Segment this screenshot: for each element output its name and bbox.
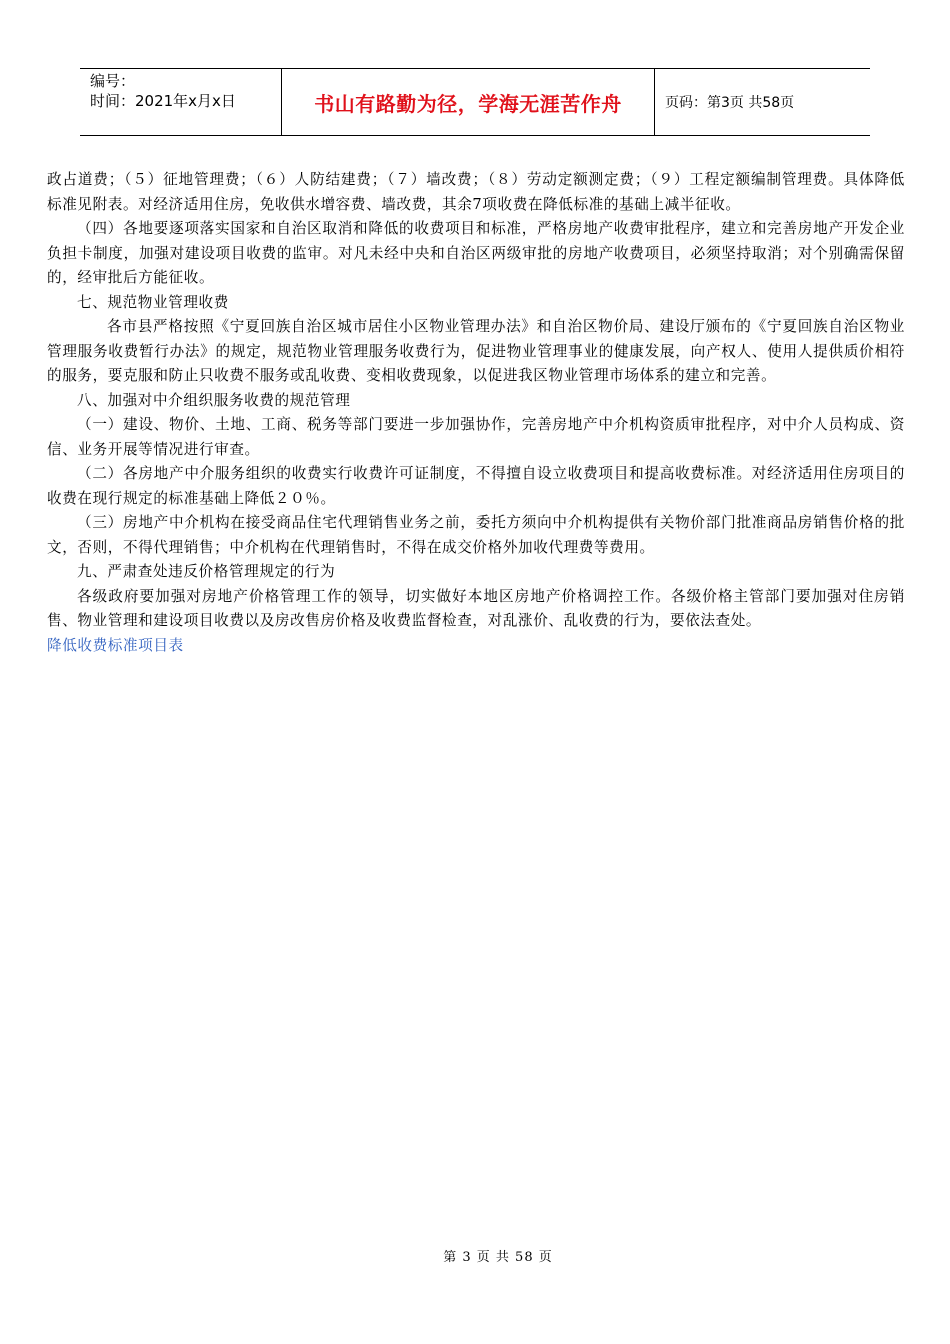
paragraph: 各级政府要加强对房地产价格管理工作的领导，切实做好本地区房地产价格调控工作。各级价格主管部门要加强对住房销售、物业管理和建设项目收费以及房改售房价格及收费监督检查，对乱涨价、乱收费的行为，要依法查处。 <box>47 587 905 629</box>
page-label: 页码：第3页 共58页 <box>665 95 795 111</box>
page-footer: 第 3 页 共 58 页 <box>443 1250 553 1265</box>
header-meta-cell <box>80 69 282 135</box>
paragraph: 政占道费；（５）征地管理费；（６）人防结建费；（７）墙改费；（８）劳动定额测定费；（９）工程定额编制管理费。具体降低标准见附表。对经济适用住房，免收供水增容费、墙改费，其余7项收费在降低标准的基础上减半征收。 <box>47 171 905 213</box>
section-heading: 八、加强对中介组织服务收费的规范管理 <box>77 391 351 409</box>
paragraph: 各市县严格按照《宁夏回族自治区城市居住小区物业管理办法》和自治区物价局、建设厅颁布的《宁夏回族自治区物业管理服务收费暂行办法》的规定，规范物业管理服务收费行为，促进物业管理事业的健康发展，向产权人、使用人提供质价相符的服务，要克服和防止只收费不服务或乱收费、变相收费现象，以促进我区物业管理市场体系的建立和完善。 <box>47 318 905 384</box>
number-label: 编号： <box>90 72 136 90</box>
motto-text: 书山有路勤为径，学海无涯苦作舟 <box>314 91 622 116</box>
header-page-cell <box>655 69 870 135</box>
paragraph: （一）建设、物价、土地、工商、税务等部门要进一步加强协作，完善房地产中介机构资质审批程序，对中介人员构成、资信、业务开展等情况进行审查。 <box>47 416 905 458</box>
document-body <box>47 168 905 658</box>
section-heading: 七、规范物业管理收费 <box>77 293 229 311</box>
date-label: 时间：2021年x月x日 <box>90 92 236 110</box>
document-header <box>80 68 870 136</box>
fee-table-link[interactable]: 降低收费标准项目表 <box>47 636 184 654</box>
header-motto-cell <box>282 69 655 135</box>
paragraph: （二）各房地产中介服务组织的收费实行收费许可证制度，不得擅自设立收费项目和提高收费标准。对经济适用住房项目的收费在现行规定的标准基础上降低２０％。 <box>47 465 905 507</box>
section-heading: 九、严肃查处违反价格管理规定的行为 <box>77 563 336 580</box>
paragraph: （三）房地产中介机构在接受商品住宅代理销售业务之前，委托方须向中介机构提供有关物价部门批准商品房销售价格的批文，否则，不得代理销售；中介机构在代理销售时，不得在成交价格外加收代理费等费用。 <box>47 514 905 556</box>
paragraph: （四）各地要逐项落实国家和自治区取消和降低的收费项目和标准，严格房地产收费审批程序，建立和完善房地产开发企业负担卡制度，加强对建设项目收费的监审。对凡未经中央和自治区两级审批的房地产收费项目，必须坚持取消；对个别确需保留的，经审批后方能征收。 <box>47 220 905 286</box>
